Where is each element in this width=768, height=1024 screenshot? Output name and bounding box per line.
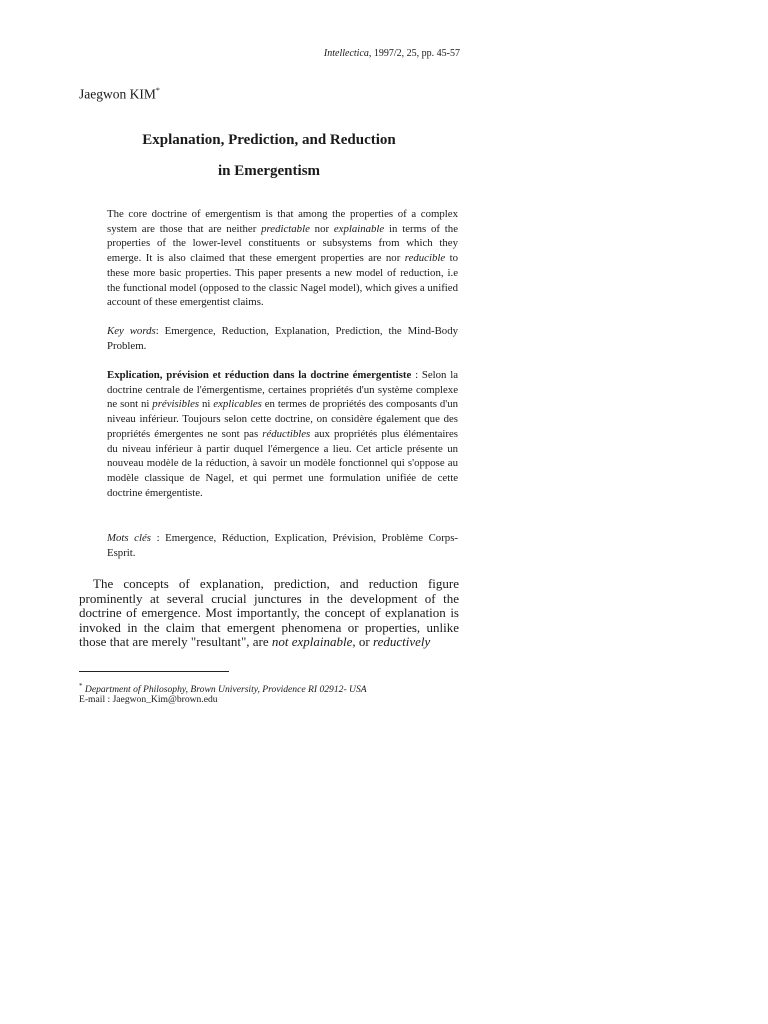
abstract-fr-text-4: aux propriétés plus élémentaires du niveau inférieur à partir duquel l'émergence a lieu. Cet article présente un nouveau modèle de la réduction, à savoir un modèle fonctionnel qui s'oppose au modèle classique de Nagel, et qui permet une formulation unifiée de cette doctrine émergentiste. (107, 427, 458, 499)
abstract-fr-text-2: ni (199, 398, 214, 411)
abstract-en-text-3: in terms of the properties of the lower-level constituents or subsystems from which they emerge. It is also claimed that these emergent properties are nor (107, 222, 458, 265)
journal-reference: , 1997/2, 25, pp. 45-57 (368, 48, 460, 59)
abstract-en-emphasis-2: explainable (333, 222, 385, 235)
footnote-affiliation-text: Department of Philosophy, Brown University, Providence RI 02912- USA (82, 684, 367, 696)
keywords-fr-text: : Emergence, Réduction, Explication, Prévision, Problème Corps-Esprit. (107, 532, 458, 559)
body-paragraph (79, 577, 459, 650)
footnote-divider (79, 671, 229, 672)
abstract-fr-emphasis-3: réductibles (262, 427, 311, 440)
keywords-fr-label: Mots clés (107, 532, 151, 544)
abstract-fr-colon: : (411, 369, 419, 381)
footnote-marker: * (79, 682, 83, 690)
author-name (79, 86, 160, 103)
body-text-2: , or (352, 634, 374, 650)
abstract-en-text-4: to these more basic properties. This paper presents a new model of reduction, i.e the functional model (opposed to the classic Nagel model), which gives a unified account of these emergentist claims. (107, 252, 458, 309)
abstract-fr-emphasis-1: prévisibles (152, 398, 200, 411)
abstract-fr-title: Explication, prévision et réduction dans la doctrine émergentiste (107, 369, 412, 381)
abstract-english (107, 207, 458, 310)
body-text-1: The concepts of explanation, prediction, and reduction figure prominently at several crucial junctures in the development of the doctrine of emergence. Most importantly, the concept of explanation is invoked in the claim that emergent phenomena or properties, unlike those that are merely "resultant", are (79, 576, 459, 650)
journal-citation (300, 48, 460, 59)
abstract-fr-text-1: Selon la doctrine centrale de l'émergentisme, certaines propriétés d'un système complexe ne sont ni (107, 369, 458, 411)
abstract-en-emphasis-3: reducible (404, 252, 446, 265)
keywords-en-label: Key words (107, 325, 156, 337)
keywords-en-text: : Emergence, Reduction, Explanation, Prediction, the Mind-Body Problem. (107, 325, 458, 352)
journal-name: Intellectica (323, 48, 369, 59)
abstract-en-text-1: The core doctrine of emergentism is that among the properties of a complex system are those that are neither (107, 208, 458, 235)
abstract-french (107, 368, 458, 500)
footnote-email: E-mail : Jaegwon_Kim@brown.edu (79, 694, 218, 705)
paper-title-line-1: Explanation, Prediction, and Reduction (142, 132, 396, 148)
paper-title-line-2: in Emergentism (217, 163, 321, 179)
author-footnote-marker: * (155, 86, 160, 95)
body-emphasis-1: not explainable (271, 634, 353, 650)
keywords-english (107, 324, 458, 353)
abstract-en-text-2: nor (309, 222, 334, 235)
keywords-french (107, 531, 458, 560)
author-name-text: Jaegwon KIM (79, 86, 156, 102)
abstract-en-emphasis-1: predictable (261, 222, 310, 235)
body-emphasis-2: reductively (373, 634, 431, 650)
abstract-fr-emphasis-2: explicables (213, 398, 262, 411)
abstract-fr-text-3: en termes de propriétés des composants d'un niveau inférieur. Toujours selon cette doctrine, on considère également que des propriétés émergentes ne sont pas (107, 398, 459, 440)
